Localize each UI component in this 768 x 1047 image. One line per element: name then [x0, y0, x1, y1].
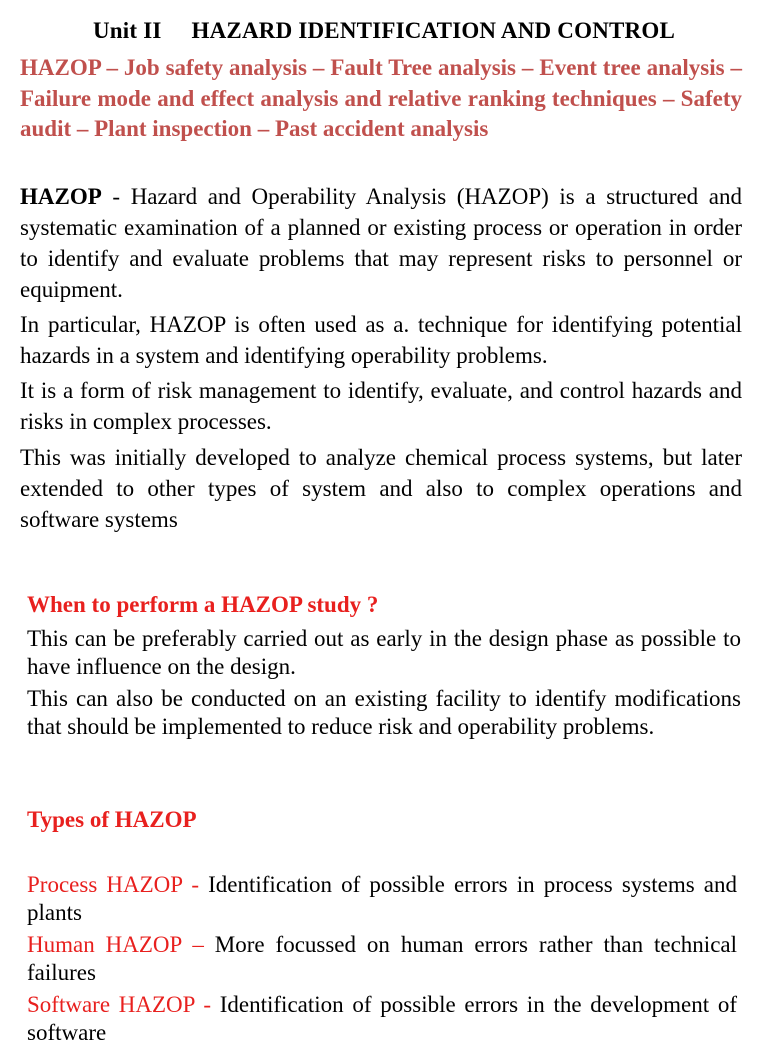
hazop-type-item	[27, 991, 737, 1047]
section-heading-when: When to perform a HAZOP study ?	[27, 592, 379, 617]
unit-label: Unit II	[93, 18, 162, 43]
hazop-type-description: Identification of possible errors in process systems and plants	[27, 872, 737, 925]
hazop-type-name: Human HAZOP –	[27, 932, 215, 957]
hazop-type-item	[27, 931, 737, 987]
when-paragraph: This can be preferably carried out as early in the design phase as possible to have influence on the design.	[27, 626, 741, 679]
hazop-type-name: Process HAZOP -	[27, 872, 209, 897]
intro-paragraph: It is a form of risk management to identify, evaluate, and control hazards and risks in complex processes.	[20, 378, 742, 434]
hazop-type-description: More focussed on human errors rather than technical failures	[27, 932, 737, 985]
hazop-type-item	[27, 871, 737, 927]
hazop-definition	[20, 181, 742, 305]
page-title	[0, 16, 768, 46]
when-paragraph: This can also be conducted on an existing facility to identify modifications that should be implemented to reduce risk and operability problems.	[27, 686, 741, 739]
hazop-type-name: Software HAZOP -	[27, 992, 220, 1017]
syllabus-topics: HAZOP – Job safety analysis – Fault Tree analysis – Event tree analysis – Failure mode and effect analysis and relative ranking techniques – Safety audit – Plant inspection – Past accident analysis	[20, 55, 742, 141]
intro-paragraph: This was initially developed to analyze chemical process systems, but later extended to other types of system and also to complex operations and software systems	[20, 445, 742, 532]
hazop-term: HAZOP	[20, 184, 102, 209]
intro-paragraph: In particular, HAZOP is often used as a. technique for identifying potential hazards in a system and identifying operability problems.	[20, 312, 742, 368]
hazop-definition-text: - Hazard and Operability Analysis (HAZOP) is a structured and systematic examination of a planned or existing process or operation in order to identify and evaluate problems that may represent risks to personnel or equipment.	[20, 184, 742, 302]
section-heading-types: Types of HAZOP	[27, 807, 197, 832]
hazop-type-description: Identification of possible errors in the development of software	[27, 992, 737, 1045]
unit-heading: HAZARD IDENTIFICATION AND CONTROL	[191, 18, 675, 43]
